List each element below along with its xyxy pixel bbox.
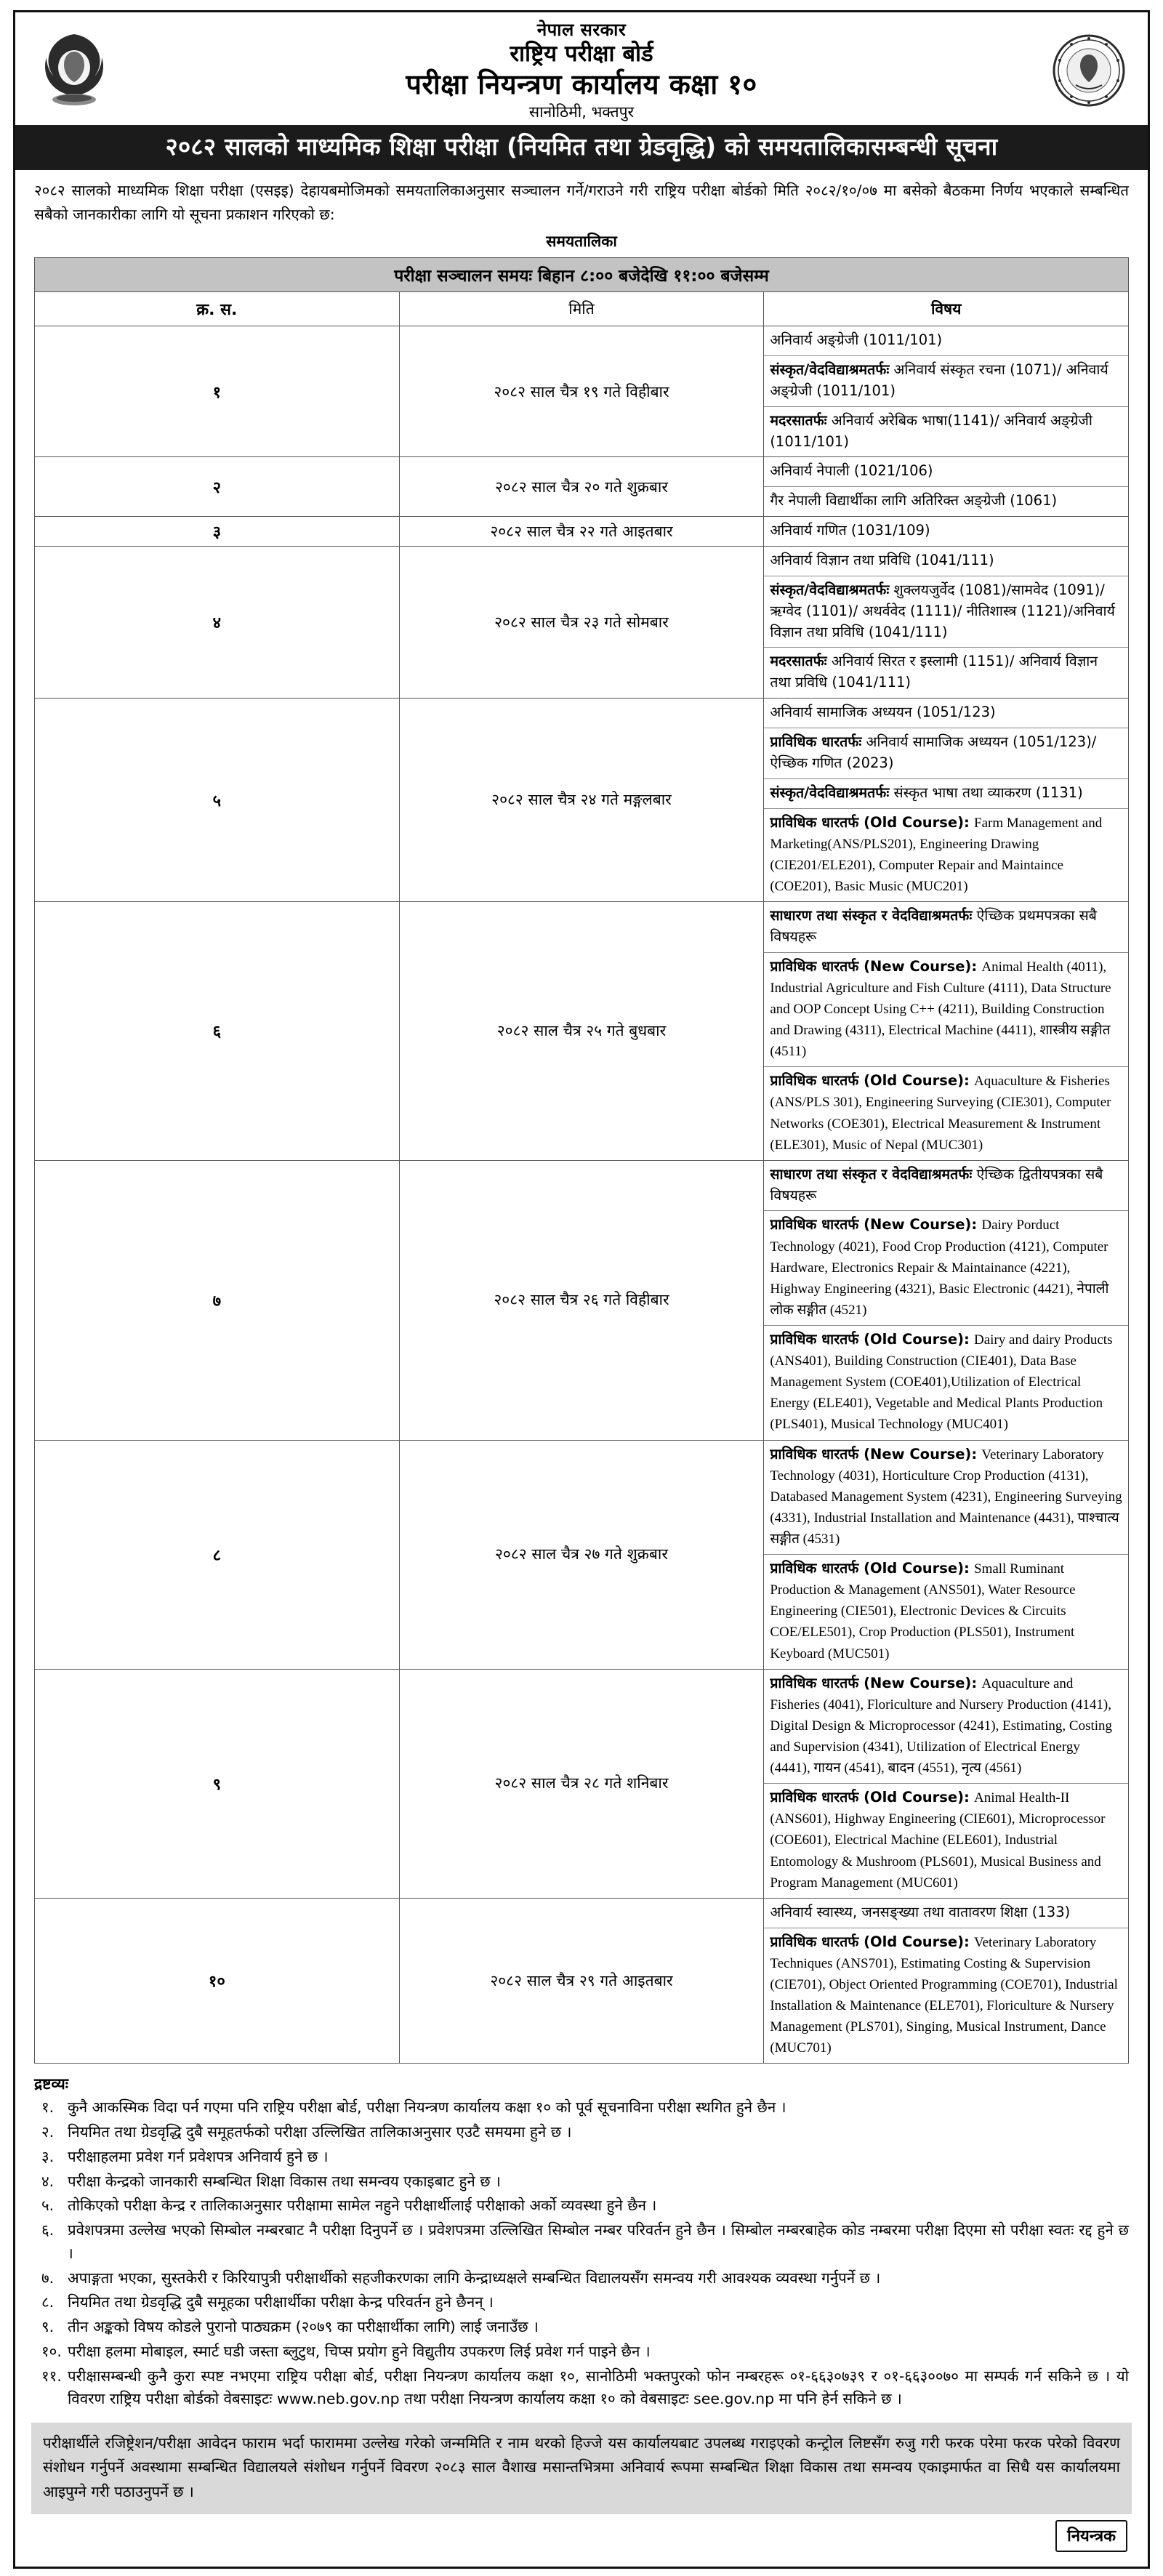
subject-entry xyxy=(764,1067,1128,1160)
row-subjects xyxy=(764,902,1129,1161)
note-number: ५. xyxy=(41,2197,55,2215)
row-subjects xyxy=(764,1160,1129,1440)
subject-entry xyxy=(764,1211,1128,1326)
subject-entry xyxy=(764,902,1128,952)
note-text: नियमित तथा ग्रेडवृद्धि दुबै समूहतर्फको परीक्षा उल्लिखित तालिकाअनुसार एउटै समयमा हुने छ । xyxy=(68,2123,572,2141)
note-number: ३. xyxy=(41,2147,55,2165)
row-exam-date: २०८२ साल चैत्र २० गते शुक्रबार xyxy=(399,457,764,517)
table-row xyxy=(35,699,1129,902)
subject-detail: अनिवार्य नेपाली (1021/106) xyxy=(770,462,933,480)
row-serial-number: ४ xyxy=(35,547,400,699)
row-serial-number: ६ xyxy=(35,902,400,1161)
letterhead xyxy=(15,12,1148,125)
subject-detail: अनिवार्य सिरत र इस्लामी (1151)/ अनिवार्य विज्ञान तथा प्रविधि (1041/111) xyxy=(770,653,1098,691)
row-exam-date: २०८२ साल चैत्र २२ गते आइतबार xyxy=(399,517,764,547)
subject-entry xyxy=(764,487,1128,516)
note-item xyxy=(34,2291,1129,2314)
subject-text xyxy=(764,1784,1128,1898)
subject-stream-label: साधारण तथा संस्कृत र वेदविद्याश्रमतर्फः xyxy=(770,1165,973,1183)
subject-entry xyxy=(764,808,1128,901)
subject-text xyxy=(764,1211,1128,1326)
subject-text xyxy=(764,487,1128,516)
document-frame xyxy=(13,10,1150,2569)
note-number: ८. xyxy=(41,2293,55,2311)
note-text: परीक्षाहलमा प्रवेश गर्न प्रवेशपत्र अनिवार्य हुने छ । xyxy=(68,2147,329,2165)
row-exam-date: २०८२ साल चैत्र २९ गते आइतबार xyxy=(399,1898,764,2064)
subject-detail: अनिवार्य विज्ञान तथा प्रविधि (1041/111) xyxy=(770,552,994,569)
subject-text xyxy=(764,517,1128,546)
row-serial-number: ७ xyxy=(35,1160,400,1440)
subject-stream-label: प्राविधिक धारतर्फ (New Course): xyxy=(770,1216,978,1233)
subject-detail: ऐच्छिक प्रथमपत्रका सबै विषयहरू xyxy=(770,907,1097,945)
subject-entry xyxy=(764,699,1128,728)
subject-detail: Veterinary Laboratory Techniques (ANS701), Estimating Costing & Supervision (CIE701), Object Oriented Programming (COE701), Industrial Installation & Maintenance (ELE701), Floriculture & Nursery Management (PLS701), Singing, Musical Instrument, Dance (MUC701) xyxy=(770,1934,1118,2056)
note-number: १. xyxy=(41,2098,55,2117)
subject-stream-label: मदरसातर्फः xyxy=(770,411,827,429)
row-exam-date: २०८२ साल चैत्र २६ गते विहीबार xyxy=(399,1160,764,1440)
subject-stream-label: संस्कृत/वेदविद्याश्रमतर्फः xyxy=(770,361,890,378)
subject-entry xyxy=(764,1161,1128,1211)
row-exam-date: २०८२ साल चैत्र २७ गते शुक्रबार xyxy=(399,1440,764,1669)
subject-detail: Small Ruminant Production & Management (ANS501), Water Resource Engineering (CIE501), Electronic Devices & Circuits COE/ELE501), Crop Production (PLS501), Instrument Keyboard (MUC501) xyxy=(770,1561,1076,1662)
subject-stream-label: प्राविधिक धारतर्फः xyxy=(770,733,862,751)
note-number: ११. xyxy=(41,2367,62,2385)
subject-detail: Aquaculture and Fisheries (4041), Floriculture and Nursery Production (4141), Digital Design & Microprocessor (4241), Estimating, Costing and Supervision (4341), Utilization of Electrical Energy (4441), गायन (4541), बादन (4551), नृत्य (4561) xyxy=(770,1675,1113,1776)
subject-text xyxy=(764,356,1128,407)
subject-stream-label: प्राविधिक धारतर्फ (Old Course): xyxy=(770,1933,970,1950)
subject-stream-label: प्राविधिक धारतर्फ (Old Course): xyxy=(770,1331,970,1348)
subject-entry xyxy=(764,326,1128,355)
notes-title: द्रष्टव्यः xyxy=(34,2075,69,2093)
subject-entry xyxy=(764,952,1128,1067)
subject-detail: अनिवार्य संस्कृत रचना (1071)/ अनिवार्य अङ्ग्रेजी (1011/101) xyxy=(770,361,1108,399)
intro-paragraph: २०८२ सालको माध्यमिक शिक्षा परीक्षा (एसइइ) देहायबमोजिमको समयतालिकाअनुसार सञ्चालन गर्ने/गराउने गरी राष्ट्रिय परीक्षा बोर्डको मिति २०८२/१०/०७ मा बसेको बैठकमा निर्णय भएकाले सम्बन्धित सबैको जानकारीका लागि यो सूचना प्रकाशन गरिएको छ: xyxy=(34,181,1129,223)
note-item xyxy=(34,2096,1129,2120)
notes-section xyxy=(15,2064,1148,2415)
office-address: सानोठिमी, भक्तपुर xyxy=(528,102,635,121)
subject-text xyxy=(764,952,1128,1067)
note-text: परीक्षा केन्द्रको जानकारी सम्बन्धित शिक्षा विकास तथा समन्वय एकाइबाट हुने छ । xyxy=(68,2172,501,2190)
subject-text xyxy=(764,1161,1128,1211)
row-subjects xyxy=(764,547,1129,699)
subject-entry xyxy=(764,457,1128,486)
column-header-date: मिति xyxy=(399,292,764,326)
subject-detail: अनिवार्य स्वास्थ्य, जनसङ्ख्या तथा वातावरण शिक्षा (133) xyxy=(770,1903,1071,1920)
government-name: नेपाल सरकार xyxy=(536,20,627,40)
subject-entry xyxy=(764,1784,1128,1898)
subject-entry xyxy=(764,648,1128,698)
row-subjects xyxy=(764,457,1129,517)
subject-entry xyxy=(764,1555,1128,1669)
row-serial-number: ८ xyxy=(35,1440,400,1669)
subject-text xyxy=(764,1326,1128,1440)
subject-text xyxy=(764,1670,1128,1784)
table-header-row xyxy=(35,292,1129,326)
row-serial-number: १० xyxy=(35,1898,400,2064)
subject-entry xyxy=(764,517,1128,546)
table-row xyxy=(35,326,1129,457)
note-number: ४. xyxy=(41,2172,55,2190)
table-row xyxy=(35,457,1129,517)
note-number: ९. xyxy=(41,2318,55,2336)
subject-text xyxy=(764,699,1128,728)
subject-stream-label: प्राविधिक धारतर्फ (New Course): xyxy=(770,957,978,975)
subject-detail: गैर नेपाली विद्यार्थीका लागि अतिरिक्त अङ्ग्रेजी (1061) xyxy=(770,492,1058,510)
column-header-subject: विषय xyxy=(764,292,1129,326)
subject-text xyxy=(764,1067,1128,1160)
subject-detail: अनिवार्य गणित (1031/109) xyxy=(770,522,930,539)
row-exam-date: २०८२ साल चैत्र २३ गते सोमबार xyxy=(399,547,764,699)
subject-detail: ऐच्छिक द्वितीयपत्रका सबै विषयहरू xyxy=(770,1165,1103,1204)
subject-detail: Aquaculture & Fisheries (ANS/PLS 301), Engineering Surveying (CIE301), Computer Networks (COE301), Electrical Measurement & Instrument (ELE301), Music of Nepal (MUC301) xyxy=(770,1074,1111,1153)
note-number: २. xyxy=(41,2123,55,2141)
note-number: ७. xyxy=(41,2269,55,2287)
note-item xyxy=(34,2365,1129,2412)
subject-text xyxy=(764,728,1128,779)
nepal-government-emblem-icon xyxy=(34,28,114,113)
note-item xyxy=(34,2194,1129,2218)
subject-text xyxy=(764,406,1128,456)
table-row xyxy=(35,1160,1129,1440)
note-item xyxy=(34,2316,1129,2339)
row-subjects xyxy=(764,1440,1129,1669)
subject-stream-label: संस्कृत/वेदविद्याश्रमतर्फः xyxy=(770,581,890,598)
note-item xyxy=(34,2219,1129,2266)
subject-detail: संस्कृत भाषा तथा व्याकरण (1131) xyxy=(893,784,1083,801)
schedule-heading: समयतालिका xyxy=(546,233,617,251)
row-serial-number: २ xyxy=(35,457,400,517)
note-item xyxy=(34,2170,1129,2194)
subject-stream-label: मदरसातर्फः xyxy=(770,653,827,670)
subject-detail: Dairy and dairy Products (ANS401), Building Construction (CIE401), Data Base Management System (COE401),Utilization of Electrical Energy (ELE401), Vegetable and Medical Plants Production (PLS401), Musical Technology (MUC401) xyxy=(770,1332,1113,1433)
table-row xyxy=(35,1898,1129,2064)
table-row xyxy=(35,1440,1129,1669)
row-subjects xyxy=(764,699,1129,902)
row-serial-number: १ xyxy=(35,326,400,457)
subject-stream-label: प्राविधिक धारतर्फ (Old Course): xyxy=(770,1560,970,1577)
letterhead-text xyxy=(114,20,1049,121)
notice-title-bar: २०८२ सालको माध्यमिक शिक्षा परीक्षा (नियमित तथा ग्रेडवृद्धि) को समयतालिकासम्बन्धी सूचना xyxy=(15,125,1148,169)
subject-text xyxy=(764,576,1128,648)
subject-detail: Veterinary Laboratory Technology (4031), Horticulture Crop Production (4131), Databased Management System (4231), Engineering Surveying (4331), Industrial Installation and Maintenance (4431), पाश्चात्य सङ्गीत (4531) xyxy=(770,1446,1122,1547)
note-number: ६. xyxy=(41,2221,55,2239)
note-text: परीक्षा हलमा मोबाइल, स्मार्ट घडी जस्ता ब्लुटुथ, चिप्स प्रयोग हुने विद्युतीय उपकरण लिई प्रवेश गर्न पाइने छैन । xyxy=(68,2342,651,2360)
subject-stream-label: प्राविधिक धारतर्फ (New Course): xyxy=(770,1674,978,1691)
office-name: परीक्षा नियन्त्रण कार्यालय कक्षा १० xyxy=(406,68,757,100)
subject-entry xyxy=(764,406,1128,456)
subject-detail: Animal Health-II (ANS601), Highway Engineering (CIE601), Microprocessor (COE601), Electrical Machine (ELE601), Industrial Entomology & Mushroom (PLS601), Musical Business and Program Management (MUC601) xyxy=(770,1790,1106,1891)
subject-detail: अनिवार्य अरेबिक भाषा(1141)/ अनिवार्य अङ्ग्रेजी (1011/101) xyxy=(770,411,1092,450)
subject-entry xyxy=(764,778,1128,808)
row-serial-number: ५ xyxy=(35,699,400,902)
subject-entry xyxy=(764,356,1128,407)
table-row xyxy=(35,547,1129,699)
note-text: अपाङ्गता भएका, सुस्तकेरी र किरियापुत्री परीक्षार्थीको सहजीकरणका लागि केन्द्राध्यक्षले सम्बन्धित विद्यालयसँग समन्वय गरी आवश्यक व्यवस्था गर्नुपर्ने छ । xyxy=(68,2269,881,2287)
subject-text xyxy=(764,778,1128,808)
row-subjects xyxy=(764,1898,1129,2064)
table-row xyxy=(35,517,1129,547)
row-exam-date: २०८२ साल चैत्र २८ गते शनिबार xyxy=(399,1669,764,1898)
exam-time-row xyxy=(35,258,1129,292)
row-exam-date: २०८२ साल चैत्र १९ गते विहीबार xyxy=(399,326,764,457)
subject-entry xyxy=(764,1670,1128,1784)
note-item xyxy=(34,2146,1129,2169)
row-serial-number: ९ xyxy=(35,1669,400,1898)
subject-text xyxy=(764,808,1128,901)
row-subjects xyxy=(764,517,1129,547)
signature-area xyxy=(31,2514,1132,2567)
subject-entry xyxy=(764,1441,1128,1555)
schedule-table xyxy=(34,257,1129,2064)
subject-text xyxy=(764,902,1128,952)
note-text: नियमित तथा ग्रेडवृद्धि दुबै समूहका परीक्षार्थीका परीक्षा केन्द्र परिवर्तन हुने छैनन् । xyxy=(68,2293,494,2311)
column-header-sn: क्र. स. xyxy=(35,292,400,326)
schedule-table-wrap xyxy=(15,257,1148,2064)
subject-detail: Animal Health (4011), Industrial Agriculture and Fish Culture (4111), Data Structure and OOP Concept Using C++ (4211), Building Construction and Drawing (4311), Electrical Machine (4411), शास्त्रीय सङ्गीत (4511) xyxy=(770,959,1111,1060)
row-serial-number: ३ xyxy=(35,517,400,547)
subject-entry xyxy=(764,728,1128,779)
controller-stamp: नियन्त्रक xyxy=(1055,2520,1127,2552)
correction-notice: परीक्षार्थीले रजिष्ट्रेशन/परीक्षा आवेदन फाराम भर्दा फाराममा उल्लेख गरेको जन्ममिति र नाम थरको हिज्जे यस कार्यालयबाट उपलब्ध गराइएको कन्ट्रोल लिष्टसँग रुजु गरी फरक परेमा फरक परेको विवरण संशोधन गर्नुपर्ने अवस्थामा सम्बन्धित विद्यालयले संशोधन गर्नुपर्ने विवरण २०८३ साल वैशाख मसान्तभित्रमा अनिवार्य रूपमा सम्बन्धित शिक्षा विकास तथा समन्वय एकाइमार्फत वा सिधै यस कार्यालयमा आइपुग्ने गरी पठाउनुपर्ने छ । xyxy=(31,2423,1132,2514)
national-examination-board-logo-icon xyxy=(1049,28,1129,113)
subject-text xyxy=(764,326,1128,355)
row-subjects xyxy=(764,326,1129,457)
subject-text xyxy=(764,547,1128,576)
subject-stream-label: प्राविधिक धारतर्फ (New Course): xyxy=(770,1445,978,1462)
row-exam-date: २०८२ साल चैत्र २४ गते मङ्गलबार xyxy=(399,699,764,902)
note-text: परीक्षासम्बन्धी कुनै कुरा स्पष्ट नभएमा राष्ट्रिय परीक्षा बोर्ड, परीक्षा नियन्त्रण कार्यालय कक्षा १०, सानोठिमी भक्तपुरको फोन नम्बरहरू ०१-६६३०७३९ र ०१-६६३००७० मा सम्पर्क गर्न सकिने छ । यो विवरण राष्ट्रिय परीक्षा बोर्डको वेबसाइटः www.neb.gov.np तथा परीक्षा नियन्त्रण कार्यालय कक्षा १० को वेबसाइटः see.gov.np मा पनि हेर्न सकिने छ । xyxy=(68,2367,1129,2408)
row-exam-date: २०८२ साल चैत्र २५ गते बुधबार xyxy=(399,902,764,1161)
subject-text xyxy=(764,648,1128,698)
subject-entry xyxy=(764,1928,1128,2063)
subject-detail: अनिवार्य सामाजिक अध्ययन (1051/123) xyxy=(770,704,996,721)
subject-text xyxy=(764,1899,1128,1928)
note-number: १०. xyxy=(41,2342,62,2360)
subject-text xyxy=(764,1928,1128,2063)
subject-entry xyxy=(764,576,1128,648)
note-text: तीन अङ्कको विषय कोडले पुरानो पाठ्यक्रम (२०७९ का परीक्षार्थीका लागि) लाई जनाउँछ । xyxy=(68,2318,539,2336)
row-subjects xyxy=(764,1669,1129,1898)
subject-detail: Farm Management and Marketing(ANS/PLS201), Engineering Drawing (CIE201/ELE201), Computer Repair and Maintaince (COE201), Basic Music (MUC201) xyxy=(770,815,1103,894)
note-item xyxy=(34,2267,1129,2290)
subject-stream-label: प्राविधिक धारतर्फ (Old Course): xyxy=(770,1072,970,1090)
table-row xyxy=(35,1669,1129,1898)
subject-detail: शुक्लयजुर्वेद (1081)/सामवेद (1091)/ ऋग्वेद (1101)/ अथर्ववेद (1111)/ नीतिशास्त्र (1121)/अनिवार्य विज्ञान तथा प्रविधि (1041/111) xyxy=(770,581,1115,640)
note-text: कुनै आकस्मिक विदा पर्न गएमा पनि राष्ट्रिय परीक्षा बोर्ड, परीक्षा नियन्त्रण कार्यालय कक्षा १० को पूर्व सूचनाविना परीक्षा स्थगित हुने छैन । xyxy=(68,2098,786,2117)
subject-text xyxy=(764,1555,1128,1669)
subject-detail: Dairy Porduct Technology (4021), Food Crop Production (4121), Computer Hardware, Electronics Repair & Maintainance (4221), Highway Engineering (4321), Basic Electronic (4421), नेपाली लोक सङ्गीत (4521) xyxy=(770,1217,1109,1318)
subject-detail: अनिवार्य अङ्ग्रेजी (1011/101) xyxy=(770,331,943,349)
subject-stream-label: साधारण तथा संस्कृत र वेदविद्याश्रमतर्फः xyxy=(770,907,973,925)
subject-stream-label: प्राविधिक धारतर्फ (Old Course): xyxy=(770,1789,970,1806)
note-item xyxy=(34,2340,1129,2364)
subject-detail: अनिवार्य सामाजिक अध्ययन (1051/123)/ ऐच्छिक गणित (2023) xyxy=(770,733,1097,771)
subject-stream-label: प्राविधिक धारतर्फ (Old Course): xyxy=(770,813,970,831)
subject-entry xyxy=(764,547,1128,576)
board-name: राष्ट्रिय परीक्षा बोर्ड xyxy=(510,41,653,68)
subject-text xyxy=(764,457,1128,486)
table-row xyxy=(35,902,1129,1161)
note-text: प्रवेशपत्रमा उल्लेख भएको सिम्बोल नम्बरबाट नै परीक्षा दिनुपर्ने छ । प्रवेशपत्रमा उल्लिखित सिम्बोल नम्बर परिवर्तन हुने छैन । सिम्बोल नम्बरबाहेक कोड नम्बरमा परीक्षा दिएमा सो परीक्षा स्वतः रद्द हुने छ । xyxy=(68,2221,1129,2262)
subject-stream-label: संस्कृत/वेदविद्याश्रमतर्फः xyxy=(770,784,890,801)
subject-entry xyxy=(764,1899,1128,1928)
note-text: तोकिएको परीक्षा केन्द्र र तालिकाअनुसार परीक्षामा सामेल नहुने परीक्षार्थीलाई परीक्षाको अर्को व्यवस्था हुने छैन । xyxy=(68,2197,657,2215)
subject-text xyxy=(764,1441,1128,1555)
subject-entry xyxy=(764,1326,1128,1440)
note-item xyxy=(34,2121,1129,2144)
exam-time-label: परीक्षा सञ्चालन समयः बिहान ८:०० बजेदेखि ११:०० बजेसम्म xyxy=(35,258,1129,292)
